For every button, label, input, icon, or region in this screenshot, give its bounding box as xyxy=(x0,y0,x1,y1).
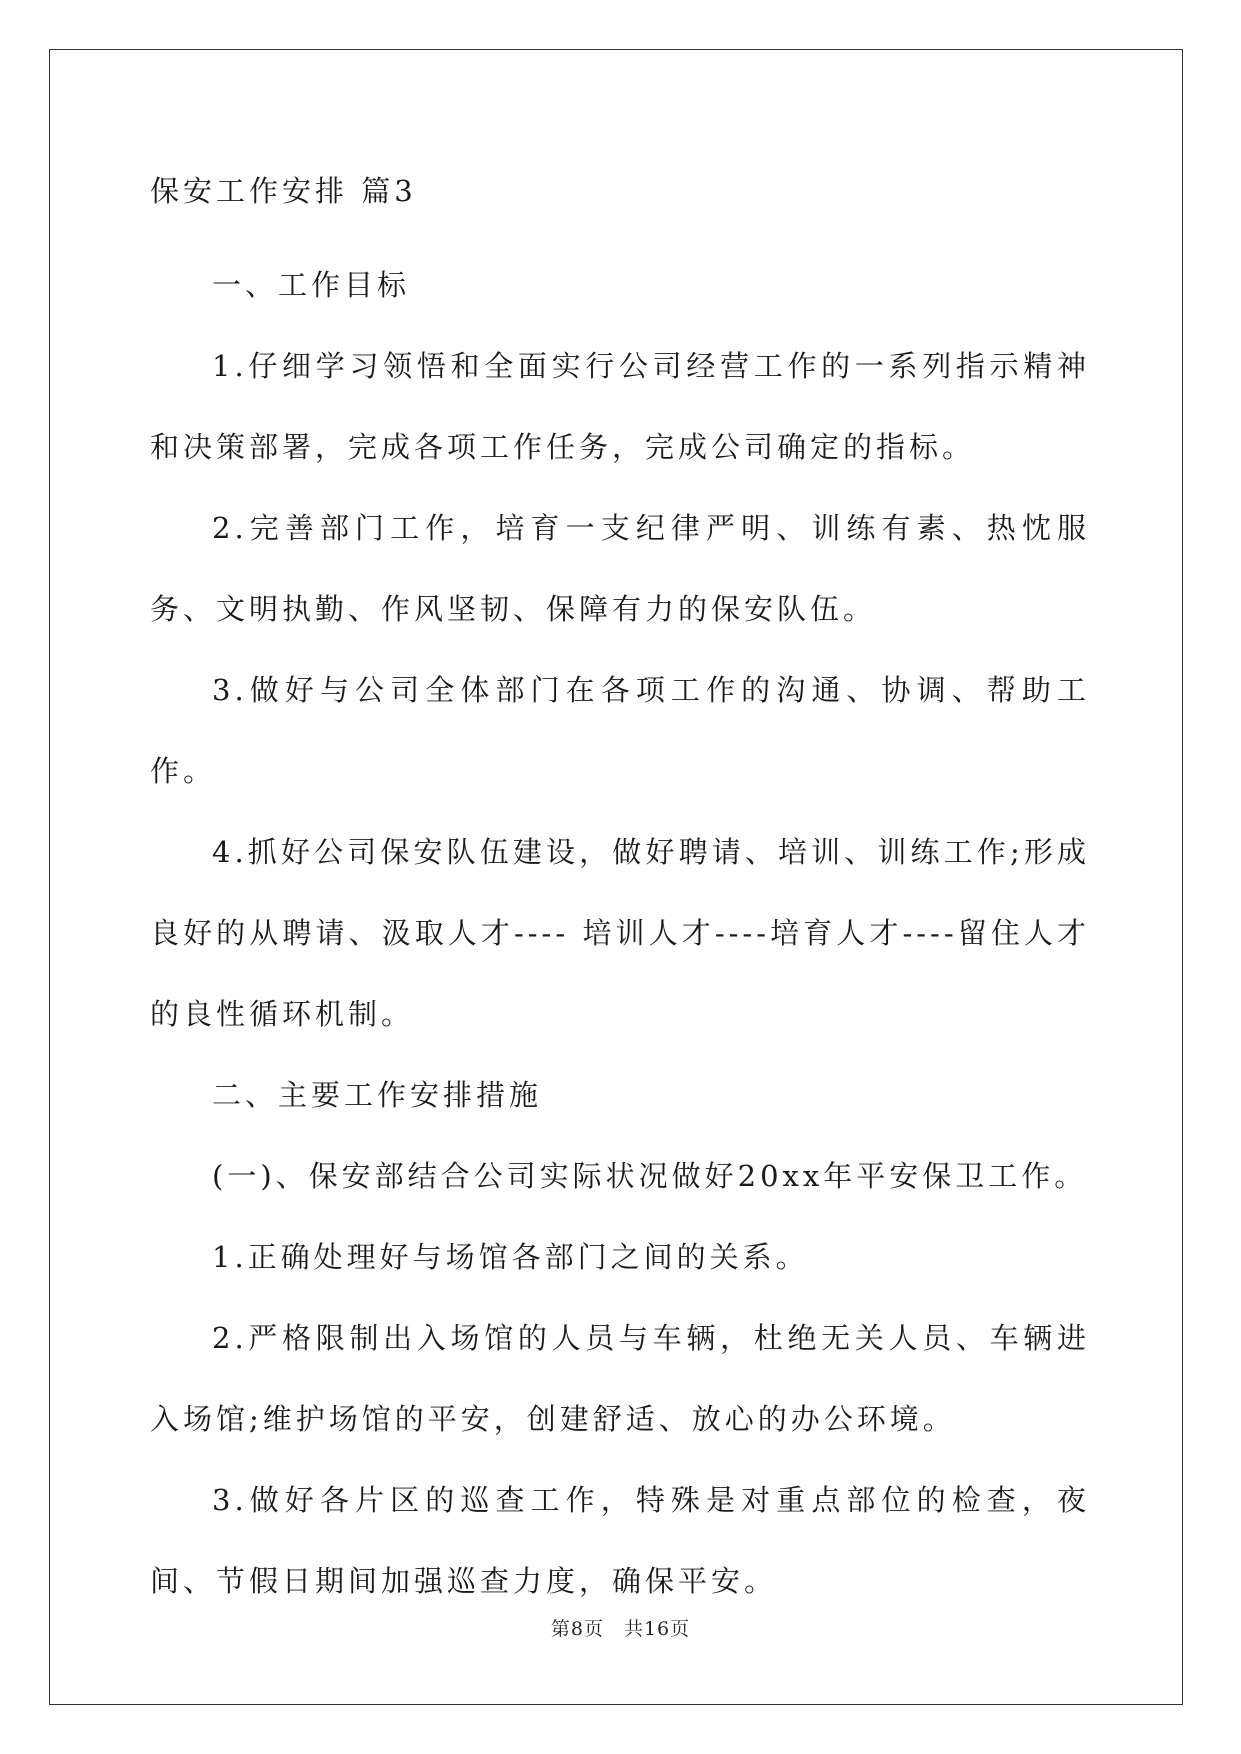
page-number-total: 共16页 xyxy=(623,1618,691,1640)
page-number-current: 第8页 xyxy=(550,1618,604,1640)
paragraph-measure-2: 2.严格限制出入场馆的人员与车辆，杜绝无关人员、车辆进入场馆;维护场馆的平安，创建舒适、放心的办公环境。 xyxy=(150,1321,1090,1436)
section-heading-measures: 二、主要工作安排措施 xyxy=(212,1078,543,1112)
paragraph-goal-4: 4.抓好公司保安队伍建设，做好聘请、培训、训练工作;形成良好的从聘请、汲取人才---- 培训人才----培育人才----留住人才的良性循环机制。 xyxy=(150,835,1090,1031)
paragraph-goal-2: 2.完善部门工作，培育一支纪律严明、训练有素、热忱服务、文明执勤、作风坚韧、保障有力的保安队伍。 xyxy=(150,511,1090,626)
section-heading-goals: 一、工作目标 xyxy=(212,268,411,302)
document-title: 保安工作安排 篇3 xyxy=(150,174,417,208)
paragraph-goal-1: 1.仔细学习领悟和全面实行公司经营工作的一系列指示精神和决策部署，完成各项工作任务，完成公司确定的指标。 xyxy=(150,349,1090,464)
paragraph-goal-3: 3.做好与公司全体部门在各项工作的沟通、协调、帮助工作。 xyxy=(150,673,1090,788)
subsection-heading-security: (一)、保安部结合公司实际状况做好20xx年平安保卫工作。 xyxy=(212,1159,1088,1193)
page-footer xyxy=(0,1614,1241,1641)
paragraph-measure-3: 3.做好各片区的巡查工作，特殊是对重点部位的检查，夜间、节假日期间加强巡查力度，确保平安。 xyxy=(150,1483,1090,1598)
document-body xyxy=(150,164,1090,1622)
paragraph-measure-1: 1.正确处理好与场馆各部门之间的关系。 xyxy=(212,1240,809,1274)
